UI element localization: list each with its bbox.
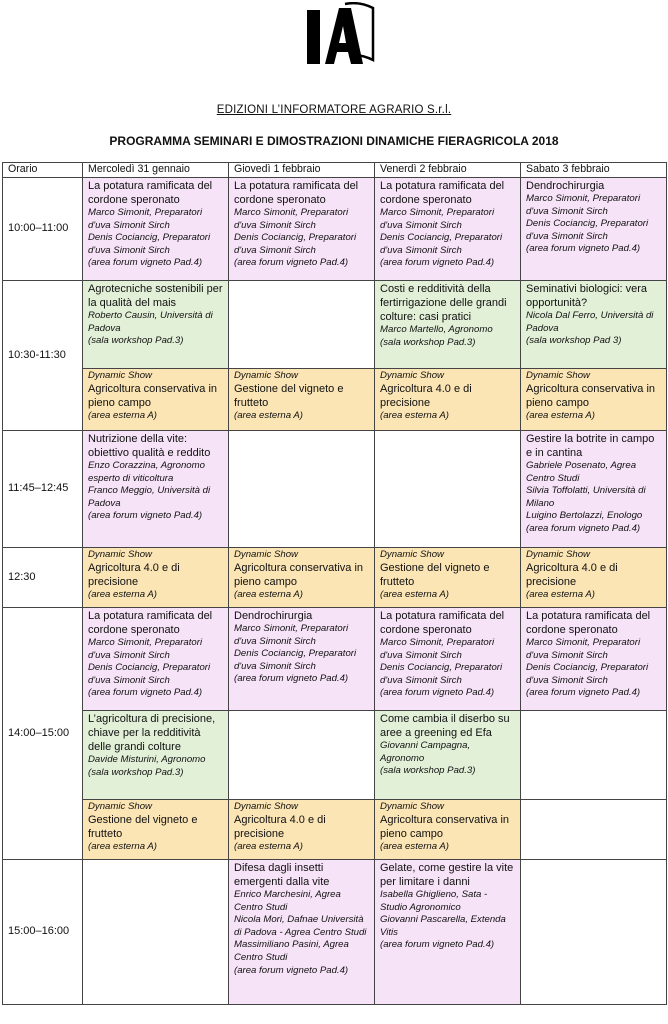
table-row [3,860,667,1005]
event-title: Gestire la botrite in campo e in cantina [526,433,655,459]
event-cell [83,431,229,548]
dynamic-show-cell [229,548,375,608]
empty-cell [229,281,375,369]
event-location: (area esterna A) [88,410,157,421]
event-location: (area forum vigneto Pad.4) [380,257,495,269]
event-title: Costi e redditività della fertirrigazione delle grandi colture: casi pratici [380,283,507,323]
speaker: Luigino Bertolazzi, Enologo [526,510,643,522]
event-title: Gestione del vigneto e frutteto [88,814,198,840]
event-cell [83,711,229,800]
event-title: Agrotecniche sostenibili per la qualità del mais [88,283,223,309]
publisher-logo [305,2,375,72]
speaker: Denis Cociancig, Preparatori d'uva Simonit Sirch [380,662,503,686]
table-row [3,281,667,369]
event-title: La potatura ramificata del cordone speronato [88,180,213,206]
speaker: Gabriele Posenato, Agrea Centro Studi [526,460,637,484]
speaker: Silvia Toffolatti, Università di Milano [526,485,646,509]
table-row [3,178,667,281]
event-location: (area esterna A) [380,841,449,852]
event-title: Agricoltura conservativa in pieno campo [88,383,218,409]
event-cell [375,860,521,1005]
show-tag: Dynamic Show [234,549,298,560]
speaker: Marco Simonit, Preparatori d'uva Simonit Sirch [526,637,641,661]
event-location: (area forum vigneto Pad.4) [88,510,203,522]
speaker: Denis Cociancig, Preparatori d'uva Simonit Sirch [380,232,503,256]
event-cell [521,178,667,281]
event-location: (area esterna A) [380,589,449,600]
show-tag: Dynamic Show [380,549,444,560]
event-cell [229,608,375,711]
event-title: Come cambia il diserbo su aree a greening ed Efa [380,713,510,739]
show-tag: Dynamic Show [526,370,590,381]
event-title: Agricoltura 4.0 e di precisione [234,814,326,840]
event-cell [521,431,667,548]
event-title: La potatura ramificata del cordone speronato [88,610,213,636]
event-title: La potatura ramificata del cordone speronato [380,610,505,636]
event-location: (area esterna A) [526,589,595,600]
show-tag: Dynamic Show [526,549,590,560]
dynamic-show-cell [229,369,375,431]
event-location: (sala workshop Pad.3) [380,336,476,348]
col-header: Mercoledì 31 gennaio [83,163,229,178]
time-cell: 11:45–12:45 [3,431,83,548]
show-tag: Dynamic Show [88,370,152,381]
event-cell [375,281,521,369]
event-title: Agricoltura 4.0 e di precisione [526,562,618,588]
event-location: (area forum vigneto Pad.4) [380,687,495,699]
event-location: (area esterna A) [234,589,303,600]
speaker: Isabella Ghiglieno, Sata - Studio Agronomico [380,889,488,913]
time-cell: 10:00–11:00 [3,178,83,281]
dynamic-show-cell [229,800,375,860]
col-header: Sabato 3 febbraio [521,163,667,178]
event-title: Dendrochirurgia [526,180,605,192]
empty-cell [229,431,375,548]
empty-cell [521,800,667,860]
event-location: (area esterna A) [526,410,595,421]
table-row [3,369,667,431]
speaker: Denis Cociancig, Preparatori d'uva Simonit Sirch [234,648,357,672]
empty-cell [521,860,667,1005]
speaker: Giovanni Pascarella, Extenda Vitis [380,914,506,938]
event-location: (area forum vigneto Pad.4) [234,673,349,685]
event-title: La potatura ramificata del cordone speronato [234,180,359,206]
event-location: (sala workshop Pad.3) [88,335,184,347]
header-row [3,163,667,178]
show-tag: Dynamic Show [380,801,444,812]
event-cell [229,178,375,281]
time-cell: 10:30-11:30 [3,281,83,431]
dynamic-show-cell [375,548,521,608]
event-location: (area forum vigneto Pad.4) [526,522,641,534]
speaker: Denis Cociancig, Preparatori d'uva Simonit Sirch [526,662,649,686]
empty-cell [229,711,375,800]
time-cell: 15:00–16:00 [3,860,83,1005]
event-cell [83,178,229,281]
show-tag: Dynamic Show [234,370,298,381]
event-location: (area esterna A) [88,841,157,852]
speaker: Marco Simonit, Preparatori d'uva Simonit Sirch [88,637,203,661]
event-title: Agricoltura conservativa in pieno campo [380,814,510,840]
speaker: Denis Cociancig, Preparatori d'uva Simonit Sirch [88,662,211,686]
speaker: Franco Meggio, Università di Padova [88,485,211,509]
event-location: (area forum vigneto Pad.4) [234,257,349,269]
event-title: Dendrochirurgia [234,610,313,622]
event-title: La potatura ramificata del cordone speronato [526,610,651,636]
event-location: (area forum vigneto Pad.4) [88,687,203,699]
event-location: (area esterna A) [234,410,303,421]
publisher-name: EDIZIONI L’INFORMATORE AGRARIO S.r.l. [216,104,452,116]
event-title: Agricoltura 4.0 e di precisione [380,383,472,409]
speaker: Giovanni Campagna, Agronomo [380,740,471,764]
dynamic-show-cell [375,800,521,860]
event-location: (area forum vigneto Pad.4) [380,939,495,951]
event-title: Gestione del vigneto e frutteto [380,562,490,588]
speaker: Denis Cociancig, Preparatori d'uva Simonit Sirch [234,232,357,256]
event-cell [375,711,521,800]
event-cell [521,608,667,711]
speaker: Massimiliano Pasini, Agrea Centro Studi [234,939,349,963]
empty-cell [83,860,229,1005]
show-tag: Dynamic Show [88,549,152,560]
event-title: Difesa dagli insetti emergenti dalla vite [234,862,330,888]
table-row [3,800,667,860]
event-location: (area esterna A) [88,589,157,600]
event-title: L’agricoltura di precisione, chiave per la redditività delle grandi colture [88,713,216,753]
dynamic-show-cell [83,548,229,608]
event-cell [83,608,229,711]
speaker: Denis Cociancig, Preparatori d'uva Simonit Sirch [88,232,211,256]
event-title: Nutrizione della vite: obiettivo qualità e reddito [88,433,211,459]
event-cell [375,608,521,711]
table-row [3,711,667,800]
event-location: (area esterna A) [380,410,449,421]
event-title: Agricoltura conservativa in pieno campo [526,383,656,409]
empty-cell [375,431,521,548]
speaker: Marco Simonit, Preparatori d'uva Simonit Sirch [526,193,641,217]
event-cell [521,281,667,369]
show-tag: Dynamic Show [380,370,444,381]
event-location: (area esterna A) [234,841,303,852]
event-location: (area forum vigneto Pad.4) [526,243,641,255]
dynamic-show-cell [375,369,521,431]
event-cell [83,281,229,369]
event-cell [375,178,521,281]
event-cell [229,860,375,1005]
schedule-table [2,162,667,1005]
show-tag: Dynamic Show [234,801,298,812]
speaker: Enzo Corazzina, Agronomo esperto di viticoltura [88,460,205,484]
speaker: Marco Simonit, Preparatori d'uva Simonit Sirch [234,623,349,647]
speaker: Nicola Dal Ferro, Università di Padova [526,310,654,334]
speaker: Denis Cociancig, Preparatori d'uva Simonit Sirch [526,218,649,242]
event-title: Agricoltura conservativa in pieno campo [234,562,364,588]
time-cell: 12:30 [3,548,83,608]
speaker: Davide Misturini, Agronomo [88,754,206,765]
time-cell: 14:00–15:00 [3,608,83,860]
speaker: Enrico Marchesini, Agrea Centro Studi [234,889,341,913]
event-title: Gestione del vigneto e frutteto [234,383,344,409]
dynamic-show-cell [83,369,229,431]
event-title: La potatura ramificata del cordone speronato [380,180,505,206]
table-row [3,608,667,711]
page-title: PROGRAMMA SEMINARI E DIMOSTRAZIONI DINAMICHE FIERAGRICOLA 2018 [109,134,559,148]
table-row [3,431,667,548]
event-title: Agricoltura 4.0 e di precisione [88,562,180,588]
event-location: (area forum vigneto Pad.4) [234,964,349,976]
col-header: Orario [3,163,83,178]
speaker: Nicola Mori, Dafnae Università di Padova - Agrea Centro Studi [234,914,367,938]
dynamic-show-cell [521,369,667,431]
dynamic-show-cell [521,548,667,608]
dynamic-show-cell [83,800,229,860]
event-location: (sala workshop Pad.3) [380,765,476,777]
speaker: Marco Simonit, Preparatori d'uva Simonit Sirch [380,637,495,661]
event-title: Gelate, come gestire la vite per limitare i danni [380,862,514,888]
event-location: (sala workshop Pad.3) [88,766,184,778]
speaker: Marco Simonit, Preparatori d'uva Simonit Sirch [234,207,349,231]
event-location: (area forum vigneto Pad.4) [88,257,203,269]
table-row [3,548,667,608]
col-header: Giovedì 1 febbraio [229,163,375,178]
speaker: Marco Simonit, Preparatori d'uva Simonit Sirch [88,207,203,231]
speaker: Marco Martello, Agronomo [380,324,493,335]
speaker: Marco Simonit, Preparatori d'uva Simonit Sirch [380,207,495,231]
event-title: Seminativi biologici: vera opportunità? [526,283,648,309]
empty-cell [521,711,667,800]
col-header: Venerdì 2 febbraio [375,163,521,178]
speaker: Roberto Causin, Università di Padova [88,310,213,334]
show-tag: Dynamic Show [88,801,152,812]
event-location: (sala workshop Pad 3) [526,335,622,347]
event-location: (area forum vigneto Pad.4) [526,687,641,699]
